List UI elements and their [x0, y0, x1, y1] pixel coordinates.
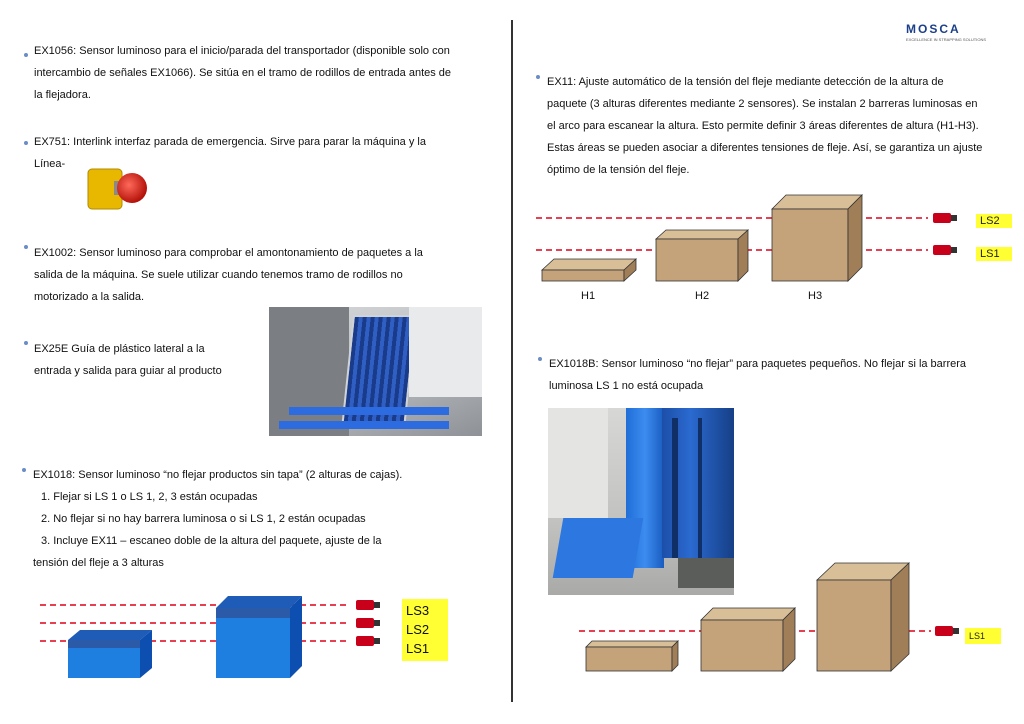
column-divider	[511, 20, 513, 702]
bullet-icon	[24, 141, 28, 145]
brand-tagline: EXCELLENCE IN STRAPPING SOLUTIONS	[906, 37, 987, 42]
text-line: EX1018B: Sensor luminoso “no flejar” para paquetes pequeños. No flejar si la barrera	[549, 358, 967, 370]
ls1-label: LS1	[406, 641, 430, 656]
h2-label: H2	[695, 290, 710, 302]
ls3-label: LS3	[406, 603, 430, 618]
ls1-tag-small: LS1	[965, 628, 1001, 644]
text-line: Estas áreas se pueden asociar a diferentes tensiones de fleje. Así, se garantiza un ajuste	[547, 142, 983, 154]
ex25e-text	[34, 338, 222, 382]
ex1018b-text	[549, 353, 966, 397]
text-line: EX1018: Sensor luminoso “no flejar productos sin tapa” (2 alturas de cajas).	[33, 469, 403, 481]
text-line: 1. Flejar si LS 1 o LS 1, 2, 3 están ocupadas	[41, 491, 258, 503]
text-line: óptimo de la tensión del fleje.	[547, 164, 690, 176]
bullet-icon	[24, 53, 28, 57]
text-line: salida de la máquina. Se suele utilizar cuando tenemos tramo de rodillos no	[34, 269, 403, 281]
text-line: Línea-	[34, 158, 66, 170]
text-line: el arco para escanear la altura. Esto permite definir 3 áreas diferentes de altura (H1-H3).	[547, 120, 979, 132]
text-line: tensión del fleje a 3 alturas	[33, 557, 164, 569]
text-line: entrada y salida para guiar al producto	[34, 365, 222, 377]
ex1018-diagram	[30, 590, 450, 682]
text-line: EX1056: Sensor luminoso para el inicio/parada del transportador (disponible solo con	[34, 45, 450, 57]
text-line: 3. Incluye EX11 – escaneo doble de la altura del paquete, ajuste de la	[41, 535, 382, 547]
ex1018b-diagram	[575, 560, 1005, 675]
text-line: EX1002: Sensor luminoso para comprobar el amontonamiento de paquetes a la	[34, 247, 423, 259]
h1-label: H1	[581, 290, 596, 302]
h3-label: H3	[808, 290, 823, 302]
bullet-icon	[22, 468, 26, 472]
text-line: paquete (3 alturas diferentes mediante 2 sensores). Se instalan 2 barreras luminosas en	[547, 98, 978, 110]
ex1018-text	[33, 464, 402, 574]
bullet-icon	[536, 75, 540, 79]
ls1-tag: LS1	[976, 247, 1012, 261]
text-line: motorizado a la salida.	[34, 291, 145, 303]
ex11-diagram	[530, 190, 1020, 305]
text-line: luminosa LS 1 no está ocupada	[549, 380, 704, 392]
text-line: 2. No flejar si no hay barrera luminosa o si LS 1, 2 están ocupadas	[41, 513, 366, 525]
ex1002-text	[34, 242, 423, 308]
text-line: la flejadora.	[34, 89, 91, 101]
ex1056-text	[34, 40, 451, 106]
bullet-icon	[24, 341, 28, 345]
brand-name: MOSCA	[906, 22, 961, 36]
ls2-tag: LS2	[976, 214, 1012, 228]
emergency-stop-image	[80, 163, 150, 215]
text-line: EX11: Ajuste automático de la tensión del fleje mediante detección de la altura de	[547, 76, 944, 88]
text-line: EX751: Interlink interfaz parada de emergencia. Sirve para parar la máquina y la	[34, 136, 426, 148]
ls-labels	[406, 601, 429, 658]
text-line: EX25E Guía de plástico lateral a la	[34, 343, 205, 355]
ls2-label: LS2	[406, 622, 430, 637]
text-line: intercambio de señales EX1066). Se sitúa en el tramo de rodillos de entrada antes de	[34, 67, 452, 79]
bullet-icon	[24, 245, 28, 249]
brand-logo	[906, 22, 996, 42]
ex11-text	[547, 71, 982, 181]
plastic-guide-photo	[269, 307, 482, 436]
bullet-icon	[538, 357, 542, 361]
